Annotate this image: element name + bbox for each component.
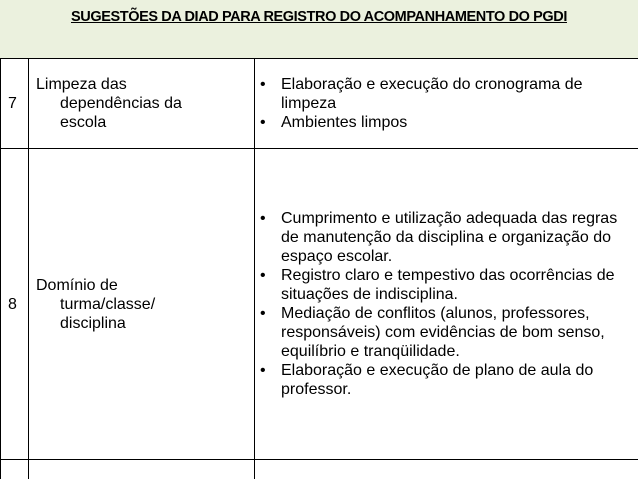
row-topic xyxy=(29,149,255,460)
row-number: 8 xyxy=(1,149,29,460)
topic-line: turma/classe/ xyxy=(60,295,156,313)
list-item-text: Registro claro e tempestivo das ocorrências de situações de indisciplina. xyxy=(281,267,615,303)
topic-line: dependências da xyxy=(60,95,182,112)
table-row xyxy=(1,59,638,149)
row-number: 7 xyxy=(1,59,29,149)
bullet-list xyxy=(255,206,638,402)
bullet-icon: • xyxy=(260,76,266,93)
bullet-list xyxy=(255,72,638,135)
bullet-icon: • xyxy=(260,267,266,284)
bullet-icon: • xyxy=(260,362,266,379)
list-item-text: Elaboração e execução de plano de aula do professor. xyxy=(281,362,594,398)
list-item xyxy=(255,113,634,132)
row-items xyxy=(255,149,638,460)
suggestions-table xyxy=(0,58,638,479)
list-item-text: Cumprimento e utilização adequada das regras de manutenção da disciplina e organização do espaço escolar. xyxy=(281,210,618,265)
page-title: SUGESTÕES DA DIAD PARA REGISTRO DO ACOMPANHAMENTO DO PGDI xyxy=(70,9,567,25)
topic-line: disciplina xyxy=(60,314,126,332)
bullet-icon: • xyxy=(260,305,266,322)
empty-cell xyxy=(1,460,29,479)
empty-cell xyxy=(255,460,638,479)
list-item-text: Ambientes limpos xyxy=(281,114,408,131)
list-item xyxy=(255,209,634,266)
bullet-icon: • xyxy=(260,210,266,227)
list-item xyxy=(255,304,634,361)
row-items xyxy=(255,59,638,149)
row-topic xyxy=(29,59,255,149)
table-row xyxy=(1,149,638,460)
topic-line: escola xyxy=(60,114,107,131)
topic-line: Limpeza das xyxy=(36,76,127,93)
list-item-text: Mediação de conflitos (alunos, professores, responsáveis) com evidências de bom senso, equilíbrio e tranqüilidade. xyxy=(281,305,605,360)
list-item xyxy=(255,361,634,399)
topic-line: Domínio de xyxy=(36,276,118,294)
list-item xyxy=(255,266,634,304)
table-row xyxy=(1,460,638,479)
list-item xyxy=(255,75,634,113)
bullet-icon: • xyxy=(260,114,266,131)
empty-cell xyxy=(29,460,255,479)
list-item-text: Elaboração e execução do cronograma de limpeza xyxy=(281,76,583,112)
